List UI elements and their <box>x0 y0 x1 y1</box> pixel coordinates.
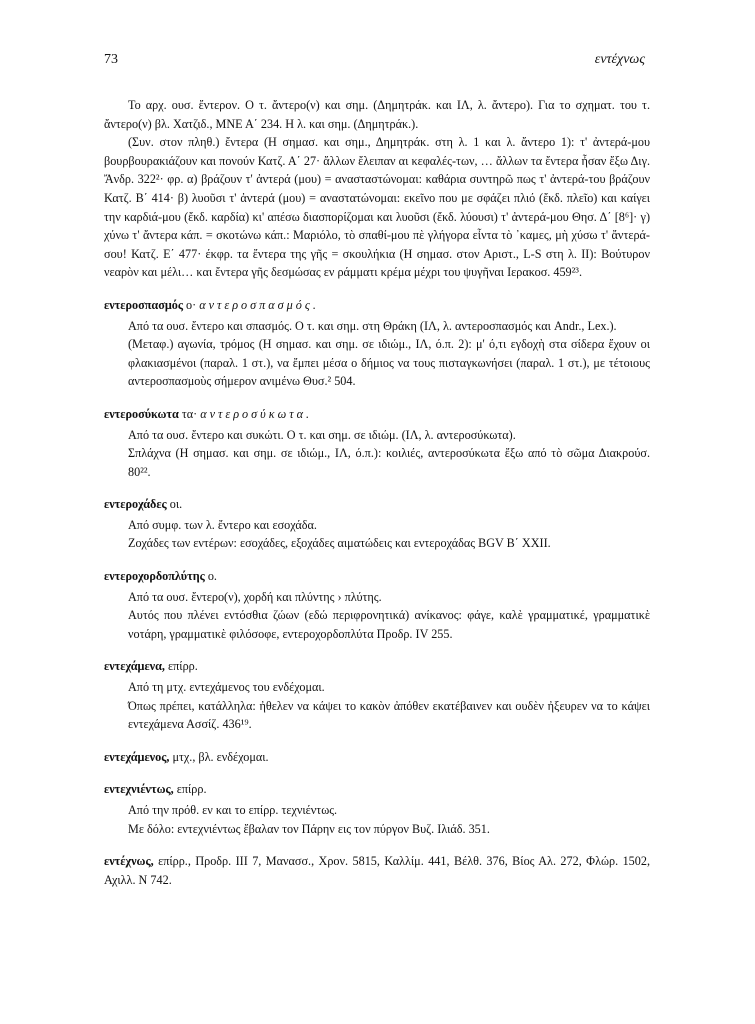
page-body <box>104 96 650 902</box>
entry-line: Όπως πρέπει, κατάλληλα: ἠθελεν να κάψει το κακὸν ἀπόθεν εκατέβαινεν και ουδὲν ἠξευρεν να το κάψει εντεχάμενα Ασσίζ. 436¹⁹. <box>128 698 650 732</box>
entry-headword: εντεχάμενα, <box>104 659 165 674</box>
entry-line: Από τα ουσ. ἔντερο(ν), χορδή και πλύντης › πλύτης. <box>128 589 382 604</box>
entry-variant: αντεροσύκωτα. <box>200 406 313 421</box>
entry-line: Από τα ουσ. ἔντερο και σπασμός. Ο τ. και σημ. στη Θράκη (ΙΛ, λ. αντεροσπασμός και Andr., Lex.). <box>128 318 617 333</box>
entry-heading <box>104 657 650 676</box>
page-header <box>104 52 645 72</box>
entry-line: (Μεταφ.) αγωνία, τρόμος (Η σημασ. και σημ. σε ιδιώμ., ΙΛ, ό.π. 2): μ' ό,τι εγδοχὴ στα σίδερα ἔχουν οι φλακιασμένοι (παραλ. 1 στ.), να ἔμπει μέσα ο δήμιος να τους πισταγκωνήσει (παραλ. 1 στ.), με τέτοιους αντεροσπασμοὺς σήμερον ανιμένω Θυσ.² 504. <box>128 337 650 389</box>
entry-line: Από τη μτχ. εντεχάμενος του ενδέχομαι. <box>128 680 325 695</box>
entry-heading <box>104 567 650 586</box>
dictionary-entry <box>104 748 650 767</box>
dictionary-entry <box>104 405 650 481</box>
entry-line: Με δόλο: εντεχνιέντως ἔβαλαν τον Πάρην εις τον πύργον Βυζ. Ιλιάδ. 351. <box>128 821 490 836</box>
entry-headword: εντέχνως, <box>104 854 154 869</box>
running-head: εντέχνως <box>594 52 645 67</box>
entry-heading <box>104 405 650 424</box>
entry-line: Αυτός που πλένει εντόσθια ζώων (εδώ περιφρονητικά) ανίκανος: φάγε, καλὲ γραμματικέ, γραμματικὲ νοτάρη, γραμματικὲ φιλόσοφε, εντεροχορδοπλύτα Προδρ. IV 255. <box>128 608 650 641</box>
entry-variant: αντεροσπασμός. <box>199 297 319 312</box>
dictionary-entry <box>104 780 650 838</box>
entry-grammar: μτχ., βλ. ενδέχομαι. <box>172 749 269 764</box>
entry-line: Σπλάχνα (Η σημασ. και σημ. σε ιδιώμ., ΙΛ, ό.π.): κοιλιές, αντεροσύκωτα ἔξω από τὸ σῶμα Διακρούσ. 80²². <box>128 446 650 479</box>
entry-headword: εντεροσύκωτα <box>104 406 179 421</box>
entry-grammar: ο· <box>186 297 197 312</box>
intro-paragraph-etymology: Το αρχ. ουσ. ἔντερον. Ο τ. ἄντερο(ν) και σημ. (Δημητράκ. και ΙΛ, λ. ἄντερο). Για το σχηματ. του τ. ἄντερο(ν) βλ. Χατζιδ., ΜΝΕ Α΄ 234. Η λ. και σημ. (Δημητράκ.). <box>104 98 650 131</box>
dictionary-entry <box>104 657 650 733</box>
entry-heading <box>104 495 650 514</box>
entry-headword: εντεροχορδοπλύτης <box>104 569 205 584</box>
dictionary-entry <box>104 567 650 643</box>
entry-headword: εντεροσπασμός <box>104 297 183 312</box>
dictionary-entry <box>104 495 650 553</box>
entry-grammar: επίρρ. <box>168 659 198 674</box>
entry-heading <box>104 296 650 315</box>
entry-headword: εντεροχάδες <box>104 497 167 512</box>
entry-line: Ζοχάδες των εντέρων: εσοχάδες, εξοχάδες αιματώδεις και εντεροχάδας BGV Β΄ XXII. <box>128 536 551 551</box>
entry-grammar: επίρρ. <box>176 782 207 797</box>
entry-heading <box>104 780 650 799</box>
entry-line: Από συμφ. των λ. ἔντερο και εσοχάδα. <box>128 517 317 532</box>
entry-grammar: οι. <box>169 497 183 512</box>
entry-grammar: ο. <box>207 569 217 584</box>
dictionary-entry <box>104 296 650 391</box>
entry-text: επίρρ., Προδρ. III 7, Μανασσ., Χρον. 5815, Καλλίμ. 441, Βέλθ. 376, Βίος Αλ. 272, Φλώρ. 1502, Αχιλλ. Ν 742. <box>104 854 651 887</box>
intro-paragraph-meanings: (Συν. στον πληθ.) ἔντερα (Η σημασ. και σημ., Δημητράκ. στη λ. 1 και λ. ἄντερο 1): τ' ἀντερά-μου βουρβουρακιάζουν και πονούν Κατζ. Α΄ 27· ἄλλων ἔλειπαν αι κεφαλές-των, … ἄλλων τα ἔντερα ἦσαν ἔξω Διγ. Ἄνδρ. 322²· φρ. α) βράζουν τ' ἀντερά (μου) = ανασταστώνομαι: καθάρια συντηρῶ πως τ' ἀντερά-του βράζουν Κατζ. Β΄ 414· β) λυοῦσι τ' ἀντερά (μου) = αναστατώνομαι: εκεῖνο που με σφάζει πλιό (ἔκδ. πλεῖο) και καίγει την καρδιά-μου (ἔκδ. καρδία) κι' απέσω διασπορίζομαι και λυοῦσι (ἔκδ. λύουσι) τ' ἀντερά-μου Θησ. Δ΄ [8⁶]· γ) χύνω τ' ἄντερα κάπ. = σκοτώνω κάπ.: Μαριόλο, τὸ σπαθί-μου πὲ γλήγορα εἶντα τὸ ᾿καμες, μὴ χύσω τ' ἄντερά-σου! Κατζ. Ε΄ 477· έκφρ. τα ἔντερα της γῆς = σκουλήκια (Η σημασ. στον Αριστ., L-S στη λ. ΙΙ): Βούτυρον νεαρὸν και μέλι… και ἔντερα γῆς δεσμώσας εν ράμματι κρέμα μέχρι του ψυγῆναι Ιερακοσ. 459²³. <box>104 135 650 280</box>
entry-headword: εντεχάμενος, <box>104 749 170 764</box>
entry-line: Από τα ουσ. ἔντερο και συκώτι. Ο τ. και σημ. σε ιδιώμ. (ΙΛ, λ. αντεροσύκωτα). <box>128 427 516 442</box>
page-number: 73 <box>104 52 118 67</box>
final-entry <box>104 852 650 889</box>
entry-line: Από την πρόθ. εν και το επίρρ. τεχνιέντως. <box>128 803 338 817</box>
entry-heading <box>104 748 650 767</box>
entry-headword: εντεχνιέντως, <box>104 782 174 797</box>
entry-grammar: τα· <box>181 406 198 421</box>
